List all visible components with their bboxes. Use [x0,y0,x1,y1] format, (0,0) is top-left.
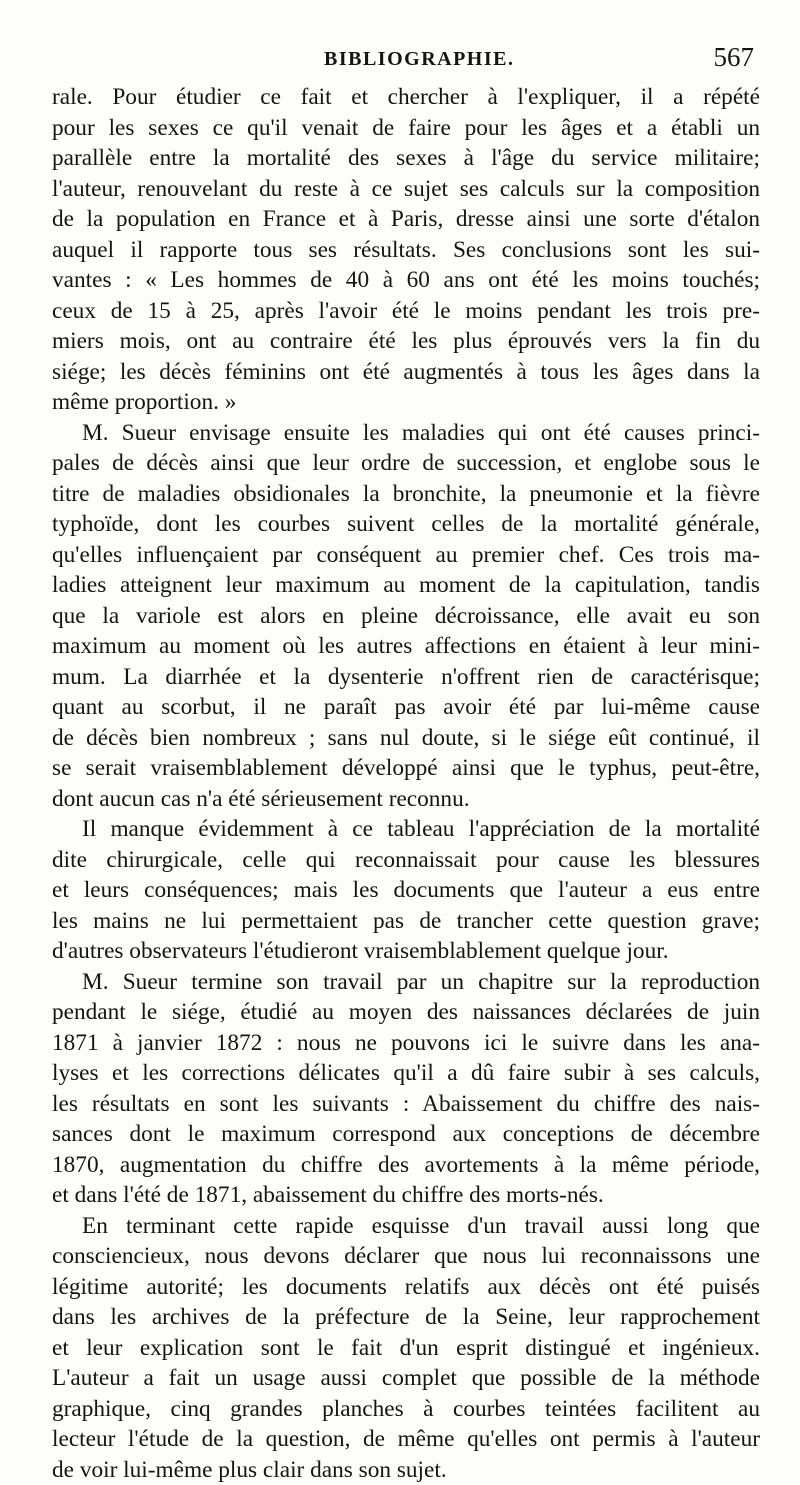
text-line: titre de maladies obsidionales la bronchite, la pneumonie et la fièvre [52,479,760,510]
text-line: légitime autorité; les documents relatifs aux décès ont été puisés [52,1272,760,1303]
text-line: dans les archives de la préfecture de la Seine, leur rapprochement [52,1302,760,1333]
text-line: et leur explication sont le fait d'un esprit distingué et ingénieux. [52,1333,760,1364]
text-line: rale. Pour étudier ce fait et chercher à l'expliquer, il a répété [52,82,760,113]
text-line: ceux de 15 à 25, après l'avoir été le moins pendant les trois pre- [52,296,760,327]
page-number: 567 [714,42,755,73]
text-line: vantes : « Les hommes de 40 à 60 ans ont été les moins touchés; [52,265,760,296]
paragraph [52,1211,760,1485]
text-line: quant au scorbut, il ne paraît pas avoir été par lui-même cause [52,692,760,723]
running-title: BIBLIOGRAPHIE. [324,48,514,71]
paragraph [52,418,760,815]
text-line: se serait vraisemblablement développé ainsi que le typhus, peut-être, [52,753,760,784]
text-line: siége; les décès féminins ont été augmentés à tous les âges dans la [52,357,760,388]
text-line: lecteur l'étude de la question, de même qu'elles ont permis à l'auteur [52,1424,760,1455]
text-line: les résultats en sont les suivants : Abaissement du chiffre des nais- [52,1089,760,1120]
text-line: ladies atteignent leur maximum au moment de la capitulation, tandis [52,570,760,601]
text-line: miers mois, ont au contraire été les plus éprouvés vers la fin du [52,326,760,357]
text-line: et leurs conséquences; mais les documents que l'auteur a eus entre [52,875,760,906]
text-line: que la variole est alors en pleine décroissance, elle avait eu son [52,601,760,632]
text-line: dite chirurgicale, celle qui reconnaissait pour cause les blessures [52,845,760,876]
text-line: auquel il rapporte tous ses résultats. Ses conclusions sont les sui- [52,235,760,266]
text-line: lyses et les corrections délicates qu'il a dû faire subir à ses calculs, [52,1058,760,1089]
paragraph [52,967,760,1211]
text-line: M. Sueur termine son travail par un chapitre sur la reproduction [52,967,760,998]
paragraph [52,82,760,418]
body-text [52,82,760,1485]
text-line: de voir lui-même plus clair dans son sujet. [52,1455,760,1485]
text-line: pales de décès ainsi que leur ordre de succession, et englobe sous le [52,448,760,479]
text-line: M. Sueur envisage ensuite les maladies qui ont été causes princi- [52,418,760,449]
text-line: 1870, augmentation du chiffre des avortements à la même période, [52,1150,760,1181]
text-line: pour les sexes ce qu'il venait de faire pour les âges et a établi un [52,113,760,144]
text-line: maximum au moment où les autres affections en étaient à leur mini- [52,631,760,662]
text-line: En terminant cette rapide esquisse d'un travail aussi long que [52,1211,760,1242]
text-line: 1871 à janvier 1872 : nous ne pouvons ici le suivre dans les ana- [52,1028,760,1059]
paragraph [52,814,760,967]
text-line: dont aucun cas n'a été sérieusement reconnu. [52,784,760,815]
text-line: mum. La diarrhée et la dysenterie n'offrent rien de caractérisque; [52,662,760,693]
text-line: parallèle entre la mortalité des sexes à l'âge du service militaire; [52,143,760,174]
page-header [52,40,760,82]
text-line: qu'elles influençaient par conséquent au premier chef. Ces trois ma- [52,540,760,571]
text-line: sances dont le maximum correspond aux conceptions de décembre [52,1119,760,1150]
text-line: Il manque évidemment à ce tableau l'appréciation de la mortalité [52,814,760,845]
text-line: typhoïde, dont les courbes suivent celles de la mortalité générale, [52,509,760,540]
text-line: de décès bien nombreux ; sans nul doute, si le siége eût continué, il [52,723,760,754]
text-line: l'auteur, renouvelant du reste à ce sujet ses calculs sur la composition [52,174,760,205]
text-line: L'auteur a fait un usage aussi complet que possible de la méthode [52,1363,760,1394]
text-line: et dans l'été de 1871, abaissement du chiffre des morts-nés. [52,1180,760,1211]
text-line: d'autres observateurs l'étudieront vraisemblablement quelque jour. [52,936,760,967]
text-line: de la population en France et à Paris, dresse ainsi une sorte d'étalon [52,204,760,235]
text-line: consciencieux, nous devons déclarer que nous lui reconnaissons une [52,1241,760,1272]
text-line: graphique, cinq grandes planches à courbes teintées facilitent au [52,1394,760,1425]
text-line: même proportion. » [52,387,760,418]
text-line: pendant le siége, étudié au moyen des naissances déclarées de juin [52,997,760,1028]
text-line: les mains ne lui permettaient pas de trancher cette question grave; [52,906,760,937]
